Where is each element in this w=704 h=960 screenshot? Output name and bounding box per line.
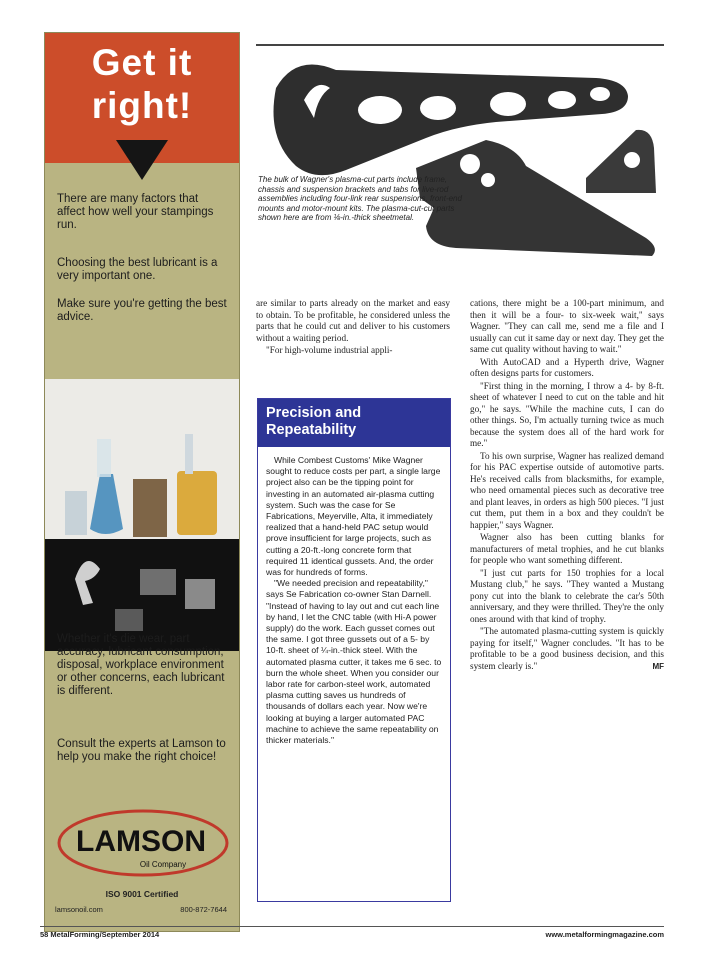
end-mark: MF [652,661,664,671]
lamson-advertisement [44,32,240,932]
footer-rule [40,926,664,927]
page-folio: 58 MetalForming/September 2014 [40,930,160,939]
footer-website[interactable]: www.metalformingmagazine.com [545,930,664,939]
ad-text-advice: Make sure you're getting the best advice. [57,298,227,323]
paragraph: Wagner also has been cutting blanks for manufacturers of metal trophies, and he cut blanks for people who want something different. [470,532,664,565]
sidebar-paragraph: "We needed precision and repeatability," says Se Fabrication co-owner Stan Darnell. "Instead of having to lay out and cut each line by hand, I let the CNC table (with Hi-A power supply) do the work. Each gusset comes out the same. I got three gussets out of a 5- by 10-ft. sheet of ¼-in.-thick steel. With the automated plasma cutter, it takes me 6 sec. to burn the whole sheet. When you consider our labor rate for carbon-steel work, automated plasma cutting saves us hundreds of thousands of dollars each year. Now we're looking at buying a larger automated PAC machine to achieve the same repeatability on thicker materials." [266,578,442,746]
svg-text:LAMSON: LAMSON [76,825,206,858]
paragraph: "First thing in the morning, I throw a 4- by 8-ft. sheet of whatever I need to cut on the table and hit go," he says. "While the machine cuts, I can do other things. So, I'm actually turning twice as much because the system does all of the hard work for me." [470,380,664,448]
ad-headline: Get it right! [91,42,193,126]
precision-sidebar [257,398,451,902]
plasma-cut-parts-photo [256,48,666,298]
sidebar-paragraph: While Combest Customs' Mike Wagner sought to reduce costs per part, a single large project also can be the tipping point for investing in an automated air-plasma cutting system. Such was the case for Se Fabrications, Meyerville, Alta, it immediately realized that a hand-held PAC setup would prove insufficient for large projects, such as cutting a 20-ft.-long concrete form that required 11 identical gussets. And, the order was for hundreds of forms. [266,455,441,578]
lamson-logo [51,805,231,901]
paragraph-text: "The automated plasma-cutting system is quickly paying for itself," Wagner concludes. "It has to be profitable to be a good business decision, and this system clearly is." [470,626,664,671]
ad-phone-number: 800-872-7644 [180,905,227,914]
svg-text:Oil Company: Oil Company [139,860,187,869]
paragraph: To his own surprise, Wagner has realized demand for his PAC expertise outside of automotive parts. He's received calls from blacksmiths, for example, who need ornamental pieces such as decorative tree and plant leaves, in orders as high 500 pieces. "I just cut them, put them in a box and they couldn't be happier," says Wagner. [470,450,664,530]
sidebar-header [258,399,450,447]
lab-glassware-photo [45,379,239,651]
paragraph: "I just cut parts for 150 trophies for a local Mustang club," he says. "They wanted a Mustang pony cut into the blank to celebrate the car's 50th anniversary, and they were thrilled. They're the only ones around with that kind of trophy. [470,567,664,624]
glassware-illustration [45,379,239,651]
sidebar-title: Precision and Repeatability [266,405,362,438]
lamson-logo-graphic [51,805,231,885]
parts-illustration [256,48,666,298]
photo-caption: The bulk of Wagner's plasma-cut parts include frame, chassis and suspension brackets and tabs for live-rod assemblies including four-link rear suspensions, front-end mounts and motor-mount kits. The plasma-cut-cut parts shown here are from ⅛-in.-thick sheetmetal. [258,175,462,223]
top-rule [256,44,664,46]
ad-text-lubricant: Choosing the best lubricant is a very important one. [57,257,218,282]
ad-text-consult: Consult the experts at Lamson to help you make the right choice! [57,738,226,763]
ad-certification: ISO 9001 Certified [105,889,179,899]
ad-website-link[interactable]: lamsonoil.com [55,905,103,914]
paragraph: are similar to parts already on the market and easy to obtain. To be profitable, he considered unless the parts that he could cut and deliver to his customers without a waiting period. [256,298,450,343]
sidebar-body [266,455,442,746]
paragraph: cations, there might be a 100-part minimum, and then it will be a four- to six-week wait," says Wagner. "They can call me, send me a file and I usually can cut it same day or next day. They get the same cut quality without having to wait." [470,298,664,354]
paragraph: "For high-volume industrial appli- [266,345,393,355]
paragraph: With AutoCAD and a Hyperth drive, Wagner often designs parts for customers. [470,356,664,378]
down-arrow-icon [116,140,168,180]
ad-text-factors: There are many factors that affect how well your stampings run. [57,193,214,231]
paragraph [470,626,664,672]
article-column-2 [256,298,450,358]
article-column-3 [470,298,664,673]
ad-text-factors-list: Whether it's die wear, part accuracy, lubricant consumption, disposal, workplace environment or other concerns, each lubricant is different. [57,633,225,697]
